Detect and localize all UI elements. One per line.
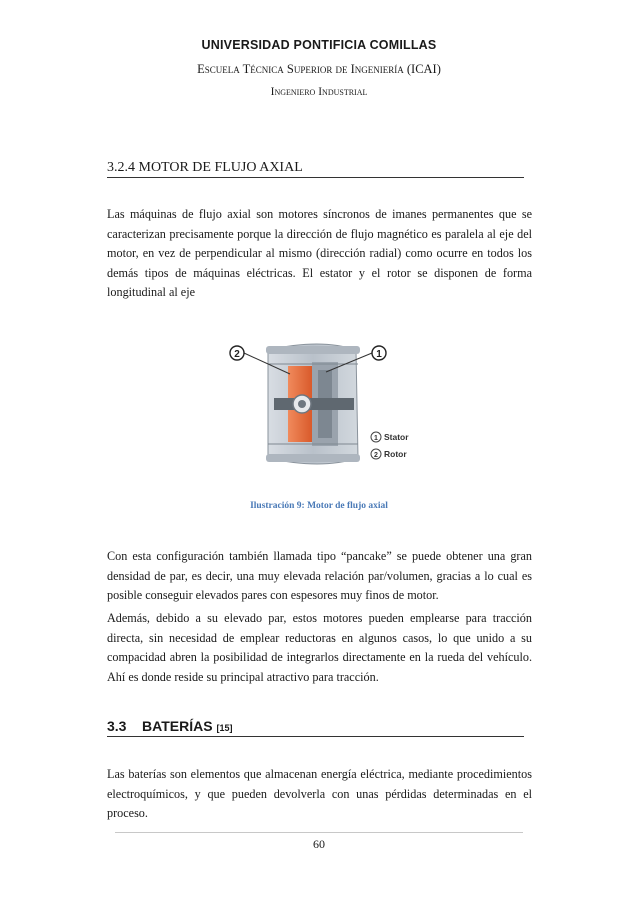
- header-degree: Ingeniero Industrial: [270, 86, 368, 98]
- page-number: 60: [313, 837, 325, 851]
- axial-flux-motor-figure: [226, 336, 416, 476]
- header-university: UNIVERSIDAD PONTIFICIA COMILLAS: [201, 38, 437, 52]
- paragraph-pancake: Con esta configuración también llamada tipo “pancake” se puede obtener una gran densidad de par, es decir, una muy elevada relación par/volumen, gracias a lo cual es posible conseguir elevados pares con espesores muy finos de motor.: [107, 549, 532, 602]
- callout-2-label: 2: [234, 349, 240, 360]
- legend-stator: Stator: [384, 432, 409, 442]
- figure-caption: Ilustración 9: Motor de flujo axial: [250, 501, 388, 511]
- housing-fin-bottom: [266, 454, 360, 462]
- footer-rule: [115, 832, 523, 833]
- section-heading-3-2-4: 3.2.4 MOTOR DE FLUJO AXIAL: [107, 160, 524, 178]
- legend-rotor: Rotor: [384, 449, 407, 459]
- legend-2-number: 2: [374, 452, 378, 459]
- housing-fin-top: [266, 346, 360, 354]
- motor-shaft: [274, 398, 354, 410]
- legend-1-number: 1: [374, 435, 378, 442]
- section-title: BATERÍAS: [142, 718, 213, 734]
- callout-1-label: 1: [376, 349, 382, 360]
- header-school: Escuela Técnica Superior de Ingeniería (ICAI): [197, 62, 441, 76]
- paragraph-axial-flux-intro: Las máquinas de flujo axial son motores síncronos de imanes permanentes que se caracterizan precisamente porque la dirección de flujo magnético es paralela al eje del motor, en vez de perpendicular al mismo (dirección radial) como ocurre en todos los demás tipos de máquinas eléctricas. El estator y el rotor se disponen de forma longitudinal al eje: [107, 207, 532, 299]
- section-number: 3.3: [107, 718, 127, 734]
- section-heading-3-3: [107, 718, 524, 737]
- paragraph-traction: Además, debido a su elevado par, estos motores pueden emplearse para tracción directa, sin necesidad de emplear reductoras en algunos casos, lo que unido a su compacidad abren la posibilidad de integrarlos directamente en la rueda del vehículo. Ahí es donde reside su principal atractivo para tracción.: [107, 611, 532, 684]
- paragraph-batteries: Las baterías son elementos que almacenan energía eléctrica, mediante procedimientos electroquímicos, y que pueden devolverla con unas pérdidas determinadas en el proceso.: [107, 767, 532, 820]
- citation-ref: [15]: [216, 723, 233, 733]
